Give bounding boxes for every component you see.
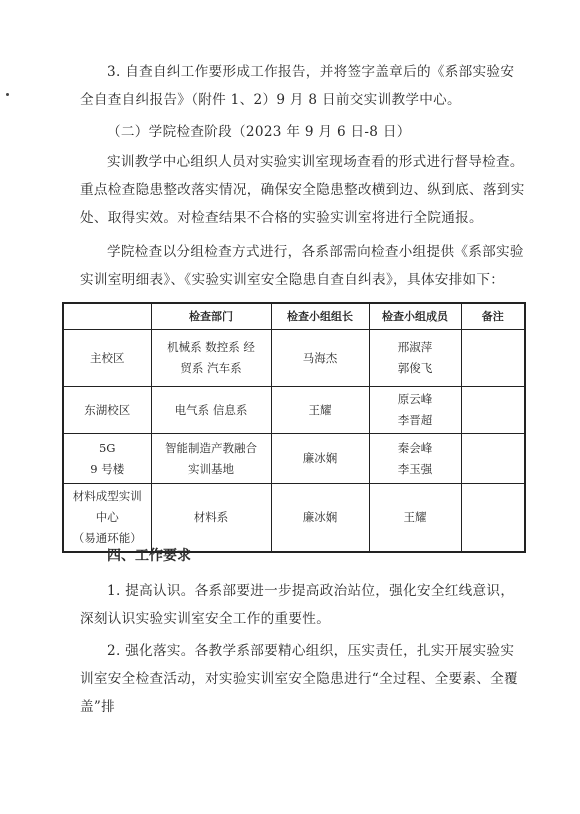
header-cell-note: 备注 (461, 303, 525, 330)
member-name: 原云峰 (397, 392, 433, 406)
department-line: 材料系 (193, 510, 229, 524)
header-cell-members: 检查小组成员 (369, 303, 461, 330)
member-name: 李玉强 (397, 461, 433, 476)
leader-cell: 王耀 (271, 387, 369, 434)
campus-cell (63, 434, 151, 484)
campus-line: 中心 (95, 510, 119, 524)
inspection-schedule-table (62, 302, 526, 553)
leader-cell: 廉冰娴 (271, 434, 369, 484)
department-line: 智能制造产教融合 (165, 440, 257, 455)
scan-speck (6, 93, 9, 96)
department-cell (151, 434, 271, 484)
campus-cell (63, 330, 151, 387)
department-cell (151, 330, 271, 387)
paragraph-section4-item1: 1. 提高认识。各系部要进一步提高政治站位，强化安全红线意识，深刻认识实验实训室安全工作的重要性。 (80, 583, 515, 627)
leader-cell: 廉冰娴 (271, 484, 369, 553)
section4-title: 四、工作要求 (107, 548, 191, 564)
department-cell (151, 387, 271, 434)
paragraph-stage2-body: 实训教学中心组织人员对实验实训室现场查看的形式进行督导检查。重点检查隐患整改落实情况，确保安全隐患整改横到边、纵到底、落到实处、取得实效。对检查结果不合格的实验实训室将进行全院通报。 (80, 154, 525, 226)
department-line: 电气系 信息系 (174, 402, 248, 417)
member-name: 邢淑萍 (397, 340, 433, 354)
members-cell (369, 387, 461, 434)
campus-line: 东湖校区 (84, 402, 131, 417)
campus-line: （易通环能） (72, 531, 142, 545)
campus-line: 主校区 (90, 350, 125, 365)
note-cell (461, 330, 525, 387)
campus-cell (63, 387, 151, 434)
campus-line: 5G (98, 440, 116, 455)
member-name: 李晋超 (397, 413, 433, 427)
members-cell (369, 330, 461, 387)
table-row (63, 330, 525, 387)
paragraph-stage2-arrangement: 学院检查以分组检查方式进行，各系部需向检查小组提供《系部实验实训室明细表》、《实验实训室安全隐患自查自纠表》，具体安排如下： (80, 244, 524, 288)
header-cell-campus (63, 303, 151, 330)
member-name: 秦会峰 (397, 440, 433, 455)
header-cell-leader: 检查小组组长 (271, 303, 369, 330)
note-cell (461, 387, 525, 434)
table-row (63, 434, 525, 484)
table-header-row (63, 303, 525, 330)
department-line: 实训基地 (188, 461, 234, 476)
department-line: 贸系 汽车系 (180, 361, 242, 375)
leader-cell: 马海杰 (271, 330, 369, 387)
header-cell-department: 检查部门 (151, 303, 271, 330)
campus-line: 9 号楼 (90, 461, 125, 476)
members-cell (369, 434, 461, 484)
campus-line: 材料成型实训 (72, 489, 142, 503)
department-line: 机械系 数控系 经 (167, 340, 255, 354)
note-cell (461, 434, 525, 484)
member-name: 郭俊飞 (397, 361, 433, 375)
table-row (63, 387, 525, 434)
paragraph-section4-item2: 2. 强化落实。各教学系部要精心组织，压实责任，扎实开展实验实训室安全检查活动，对实验实训室安全隐患进行“全过程、全要素、全覆盖”排 (80, 643, 518, 715)
member-name: 王耀 (403, 510, 427, 524)
paragraph-item3: 3. 自查自纠工作要形成工作报告，并将签字盖章后的《系部实验安全自查自纠报告》（附件 1、2）9 月 8 日前交实训教学中心。 (80, 64, 515, 108)
stage2-title: （二）学院检查阶段（2023 年 9 月 6 日-8 日） (107, 124, 411, 140)
